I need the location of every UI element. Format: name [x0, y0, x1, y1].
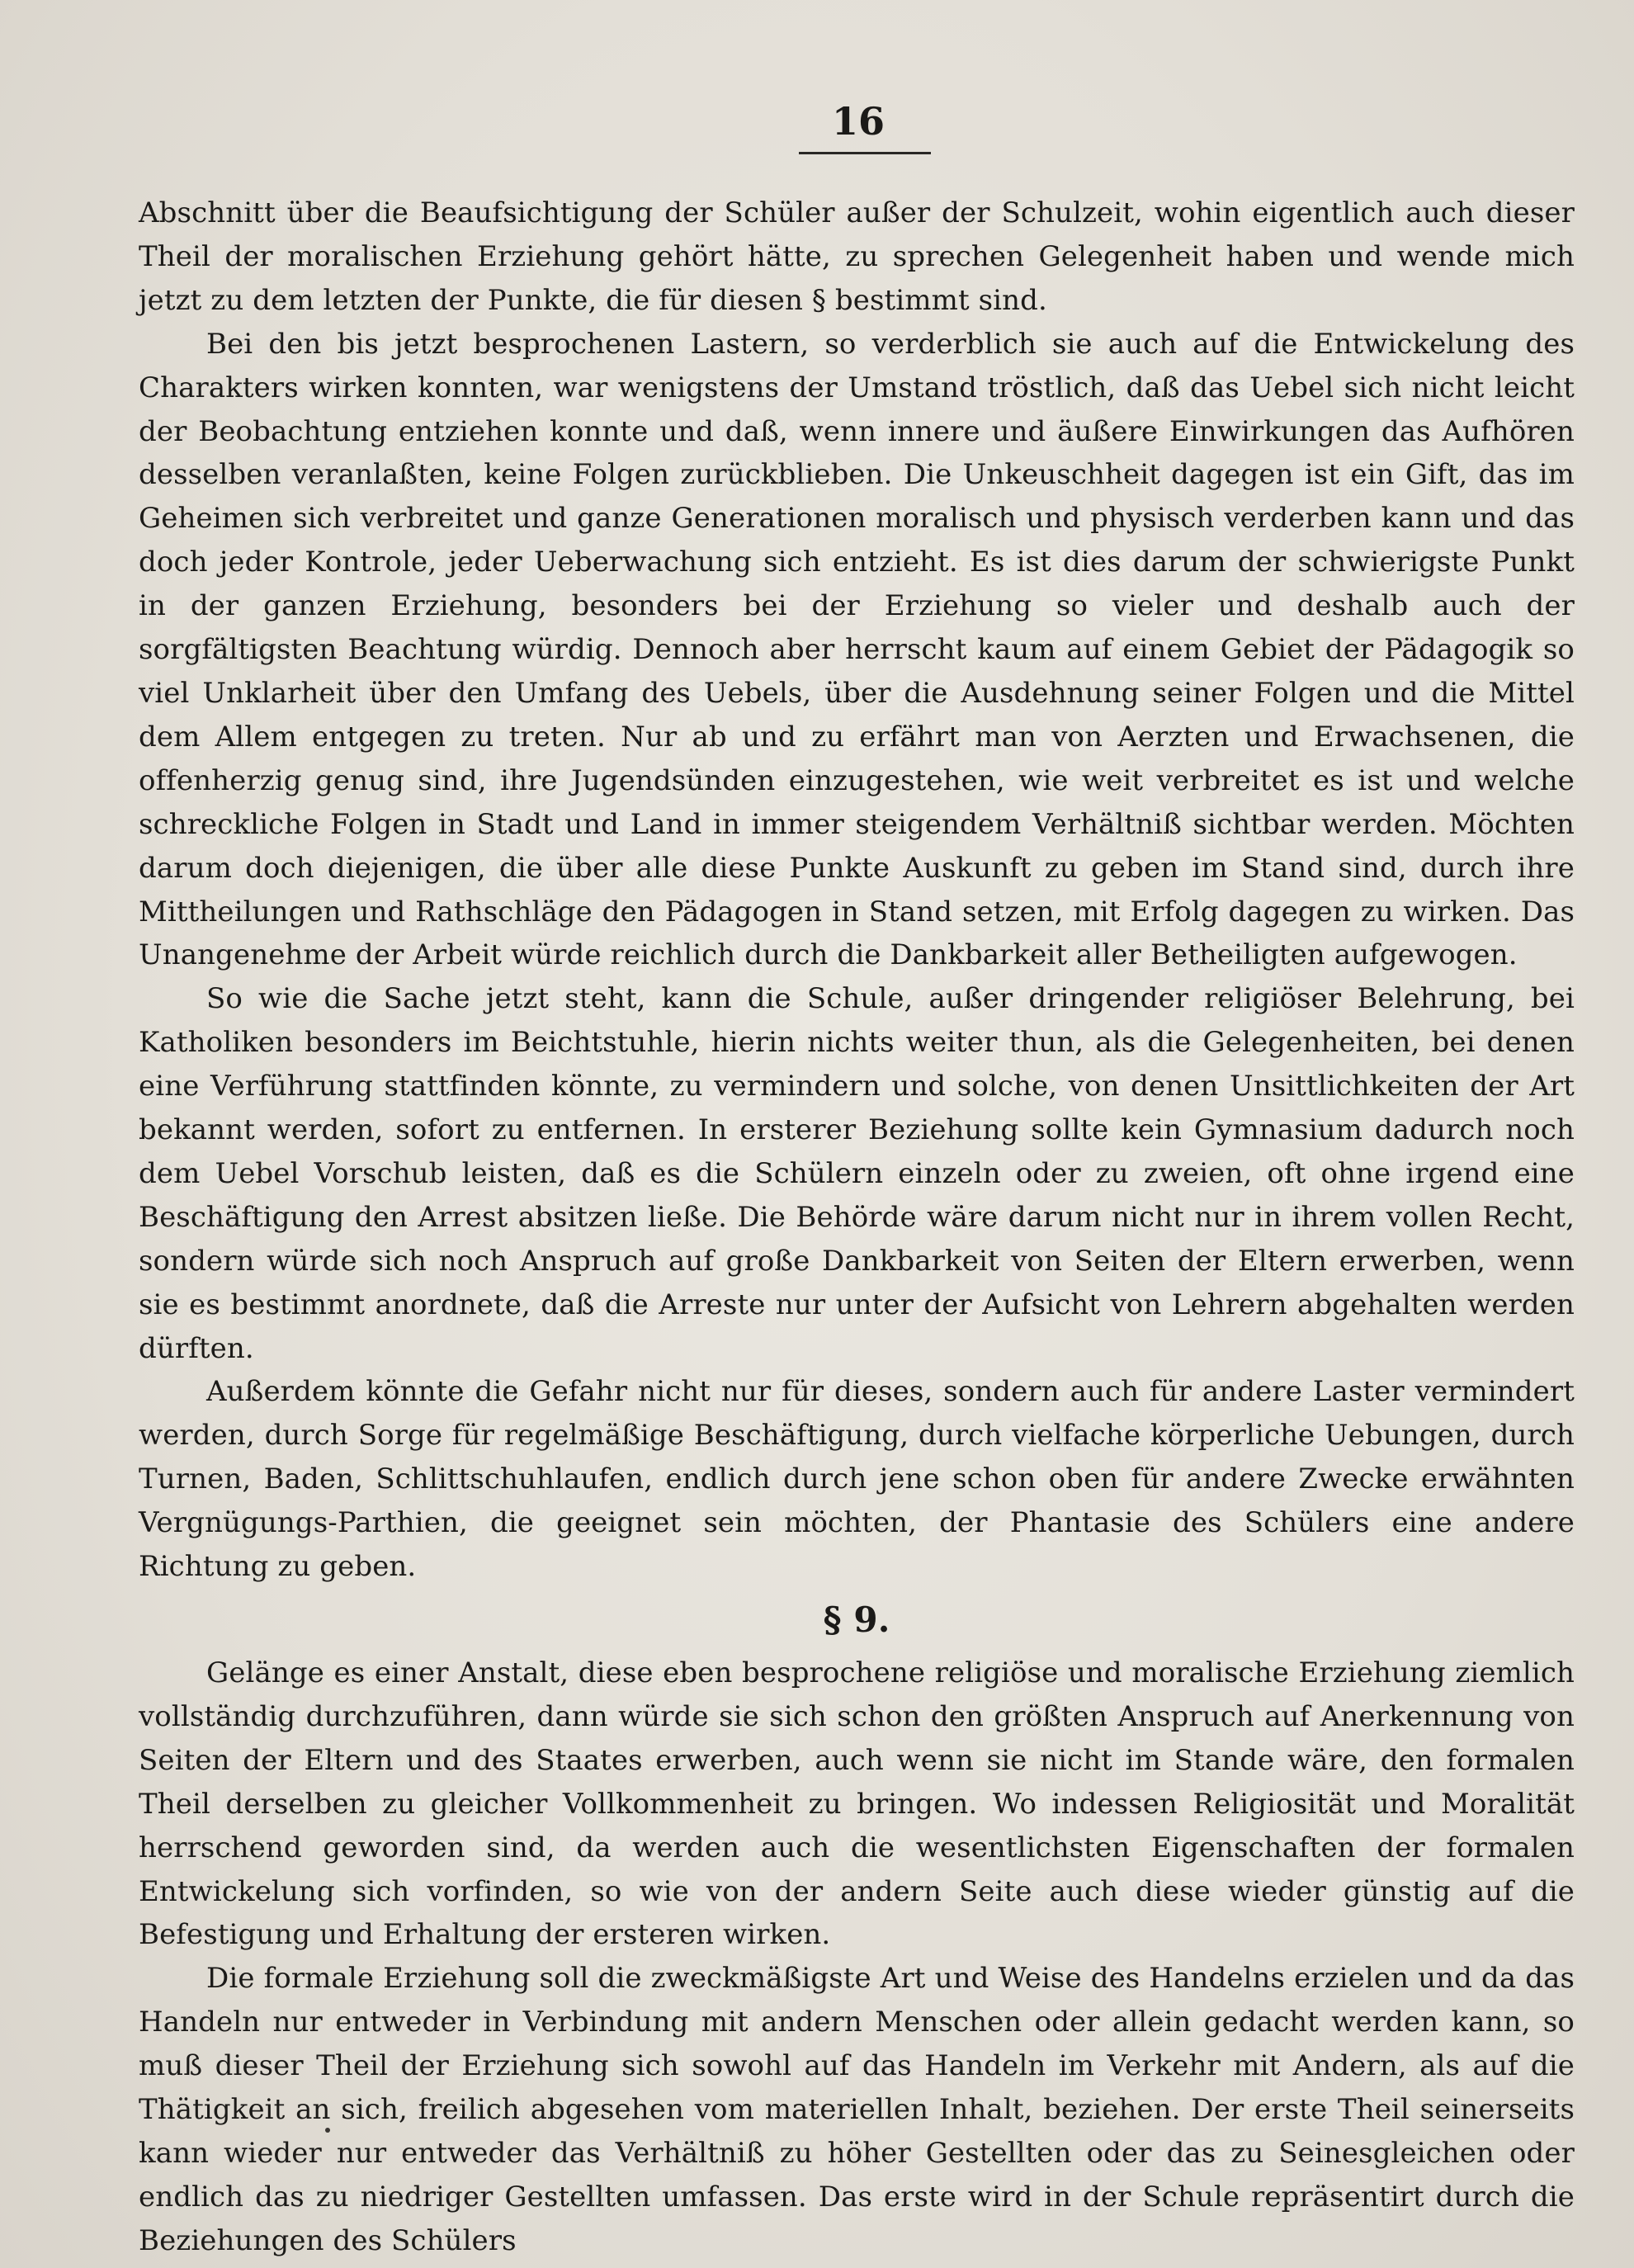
page-number: 16: [831, 99, 885, 144]
print-speck: [325, 2128, 330, 2133]
paragraph: Bei den bis jetzt besprochenen Lastern, so verderblich sie auch auf die Entwickelung des Charakters wirken konnten, war wenigstens der Umstand tröstlich, daß das Uebel sich nicht leicht der Beobachtung entziehen konnte und daß, wenn innere und äußere Einwirkungen das Aufhören desselben veranlaßten, keine Folgen zurückblieben. Die Unkeuschheit dagegen ist ein Gift, das im Geheimen sich verbreitet und ganze Generationen moralisch und physisch verderben kann und das doch jeder Kontrole, jeder Ueberwachung sich entzieht. Es ist dies darum der schwierigste Punkt in der ganzen Erziehung, besonders bei der Erziehung so vieler und deshalb auch der sorgfältigsten Beachtung würdig. Dennoch aber herrscht kaum auf einem Gebiet der Pädagogik so viel Unklarheit über den Umfang des Uebels, über die Ausdehnung seiner Folgen und die Mittel dem Allem entgegen zu treten. Nur ab und zu erfährt man von Aerzten und Erwachsenen, die offenherzig genug sind, ihre Jugendsünden einzugestehen, wie weit verbreitet es ist und welche schreckliche Folgen in Stadt und Land in immer steigendem Verhältniß sichtbar werden. Möchten darum doch diejenigen, die über alle diese Punkte Auskunft zu geben im Stand sind, durch ihre Mittheilungen und Rathschläge den Pädagogen in Stand setzen, mit Erfolg dagegen zu wirken. Das Unangenehme der Arbeit würde reichlich durch die Dankbarkeit aller Betheiligten aufgewogen.: [139, 327, 1575, 972]
section-heading: § 9.: [823, 1599, 890, 1640]
paragraph: So wie die Sache jetzt steht, kann die Schule, außer dringender religiöser Belehrung, bei Katholiken besonders im Beichtstuhle, hierin nichts weiter thun, als die Gelegenheiten, bei denen eine Verführung stattfinden könnte, zu vermindern und solche, von denen Unsittlichkeiten der Art bekannt werden, sofort zu entfernen. In ersterer Beziehung sollte kein Gymnasium dadurch noch dem Uebel Vorschub leisten, daß es die Schülern einzeln oder zu zweien, oft ohne irgend eine Beschäftigung den Arrest absitzen ließe. Die Behörde wäre darum nicht nur in ihrem vollen Recht, sondern würde sich noch Anspruch auf große Dankbarkeit von Seiten der Eltern erwerben, wenn sie es bestimmt anordnete, daß die Arreste nur unter der Aufsicht von Lehrern abgehalten werden dürften.: [139, 982, 1575, 1365]
paragraph: Außerdem könnte die Gefahr nicht nur für dieses, sondern auch für andere Laster vermindert werden, durch Sorge für regelmäßige Beschäftigung, durch vielfache körperliche Uebungen, durch Turnen, Baden, Schlittschuhlaufen, endlich durch jene schon oben für andere Zwecke erwähnten Vergnügungs-Parthien, die geeignet sein möchten, der Phantasie des Schülers eine andere Richtung zu geben.: [139, 1375, 1575, 1584]
paragraph: Gelänge es einer Anstalt, diese eben besprochene religiöse und moralische Erziehung ziemlich vollständig durchzuführen, dann würde sie sich schon den größten Anspruch auf Anerkennung von Seiten der Eltern und des Staates erwerben, auch wenn sie nicht im Stande wäre, den formalen Theil derselben zu gleicher Vollkommenheit zu bringen. Wo indessen Religiosität und Moralität herrschend geworden sind, da werden auch die wesentlichsten Eigenschaften der formalen Entwickelung sich vorfinden, so wie von der andern Seite auch diese wieder günstig auf die Befestigung und Erhaltung der ersteren wirken.: [139, 1656, 1575, 1952]
header-rule: [799, 152, 931, 154]
body-text: [139, 191, 1575, 2263]
paragraph-continuation: Abschnitt über die Beaufsichtigung der Schüler außer der Schulzeit, wohin eigentlich auch dieser Theil der moralischen Erziehung gehört hätte, zu sprechen Gelegenheit haben und wende mich jetzt zu dem letzten der Punkte, die für diesen § bestimmt sind.: [139, 196, 1575, 317]
paragraph: Die formale Erziehung soll die zweckmäßigste Art und Weise des Handelns erzielen und da das Handeln nur entweder in Verbindung mit andern Menschen oder allein gedacht werden kann, so muß dieser Theil der Erziehung sich sowohl auf das Handeln im Verkehr mit Andern, als auf die Thätigkeit an sich, freilich abgesehen vom materiellen Inhalt, beziehen. Der erste Theil seinerseits kann wieder nur entweder das Verhältniß zu höher Gestellten oder das zu Seinesgleichen oder endlich das zu niedriger Gestellten umfassen. Das erste wird in der Schule repräsentirt durch die Beziehungen des Schülers: [139, 1962, 1575, 2257]
